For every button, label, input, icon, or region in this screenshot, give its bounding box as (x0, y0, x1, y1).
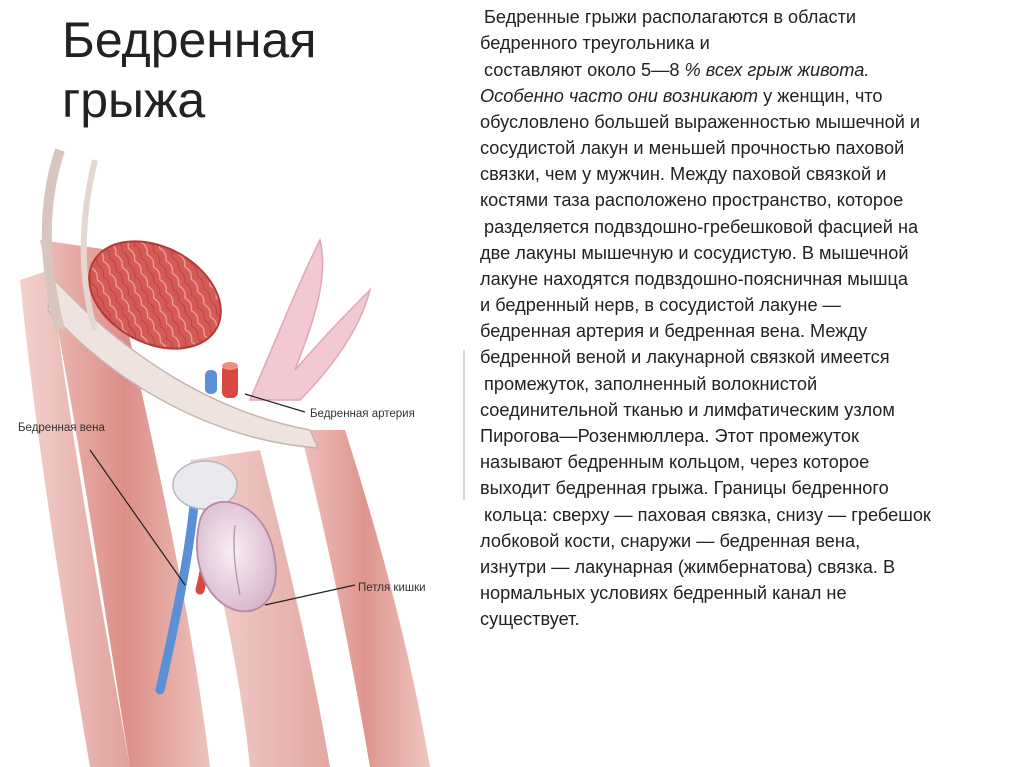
text-line: связки, чем у мужчин. Между паховой связкой и (480, 164, 887, 184)
anatomy-drawing (0, 130, 470, 767)
text-line: сосудистой лакун и меньшей прочностью паховой (480, 138, 905, 158)
divider (463, 350, 465, 500)
text-line: соединительной тканью и лимфатическим узлом (480, 400, 895, 420)
slide-title (62, 10, 442, 130)
text-line (480, 57, 1010, 83)
text-line: обусловлено большей выраженностью мышечной и (480, 112, 921, 132)
cord-fan (250, 240, 370, 400)
text-line: лобковой кости, снаружи — бедренная вена, (480, 531, 861, 551)
text-fragment-italic: % всех грыж живота. (684, 60, 870, 80)
label-femoral-vein: Бедренная вена (18, 422, 105, 434)
text-line: Бедренные грыжи располагаются в области (484, 7, 857, 27)
text-line: существует. (480, 609, 580, 629)
text-line: Пирогова—Розенмюллера. Этот промежуток (480, 426, 859, 446)
text-line: и бедренный нерв, в сосудистой лакуне — (480, 295, 841, 315)
paragraph (480, 214, 1010, 370)
text-line: называют бедренным кольцом, через которое (480, 452, 870, 472)
label-intestine-loop: Петля кишки (358, 582, 426, 594)
title-line-2: грыжа (62, 72, 206, 128)
text-fragment: составляют около 5—8 (484, 60, 685, 80)
paragraph (480, 4, 1010, 56)
text-fragment: у женщин, что (758, 86, 883, 106)
body-text (480, 4, 1010, 633)
text-line: костями таза расположено пространство, которое (480, 190, 904, 210)
text-fragment-italic: Особенно часто они возникают (480, 86, 759, 106)
text-line: разделяется подвздошно-гребешковой фасцией на (484, 217, 919, 237)
text-line: лакуне находятся подвздошно-поясничная мышца (480, 269, 908, 289)
text-line: бедренного треугольника и (480, 33, 710, 53)
vein-stub (205, 370, 217, 394)
text-line: нормальных условиях бедренный канал не (480, 583, 847, 603)
text-line (480, 83, 1010, 109)
text-line: изнутри — лакунарная (жимбернатова) связка. В (480, 557, 896, 577)
text-line: промежуток, заполненный волокнистой (484, 374, 818, 394)
title-line-1: Бедренная (62, 12, 317, 68)
text-line: бедренная артерия и бедренная вена. Между (480, 321, 868, 341)
text-line: кольца: сверху — паховая связка, снизу — гребешок (484, 505, 931, 525)
text-line: бедренной веной и лакунарной связкой имеется (480, 347, 890, 367)
text-line: две лакуны мышечную и сосудистую. В мышечной (480, 243, 909, 263)
paragraph (480, 502, 1010, 632)
text-line: выходит бедренная грыжа. Границы бедренного (480, 478, 889, 498)
anatomy-illustration (0, 130, 470, 767)
paragraph (480, 371, 1010, 501)
paragraph (480, 57, 1010, 213)
label-femoral-artery: Бедренная артерия (310, 408, 415, 420)
